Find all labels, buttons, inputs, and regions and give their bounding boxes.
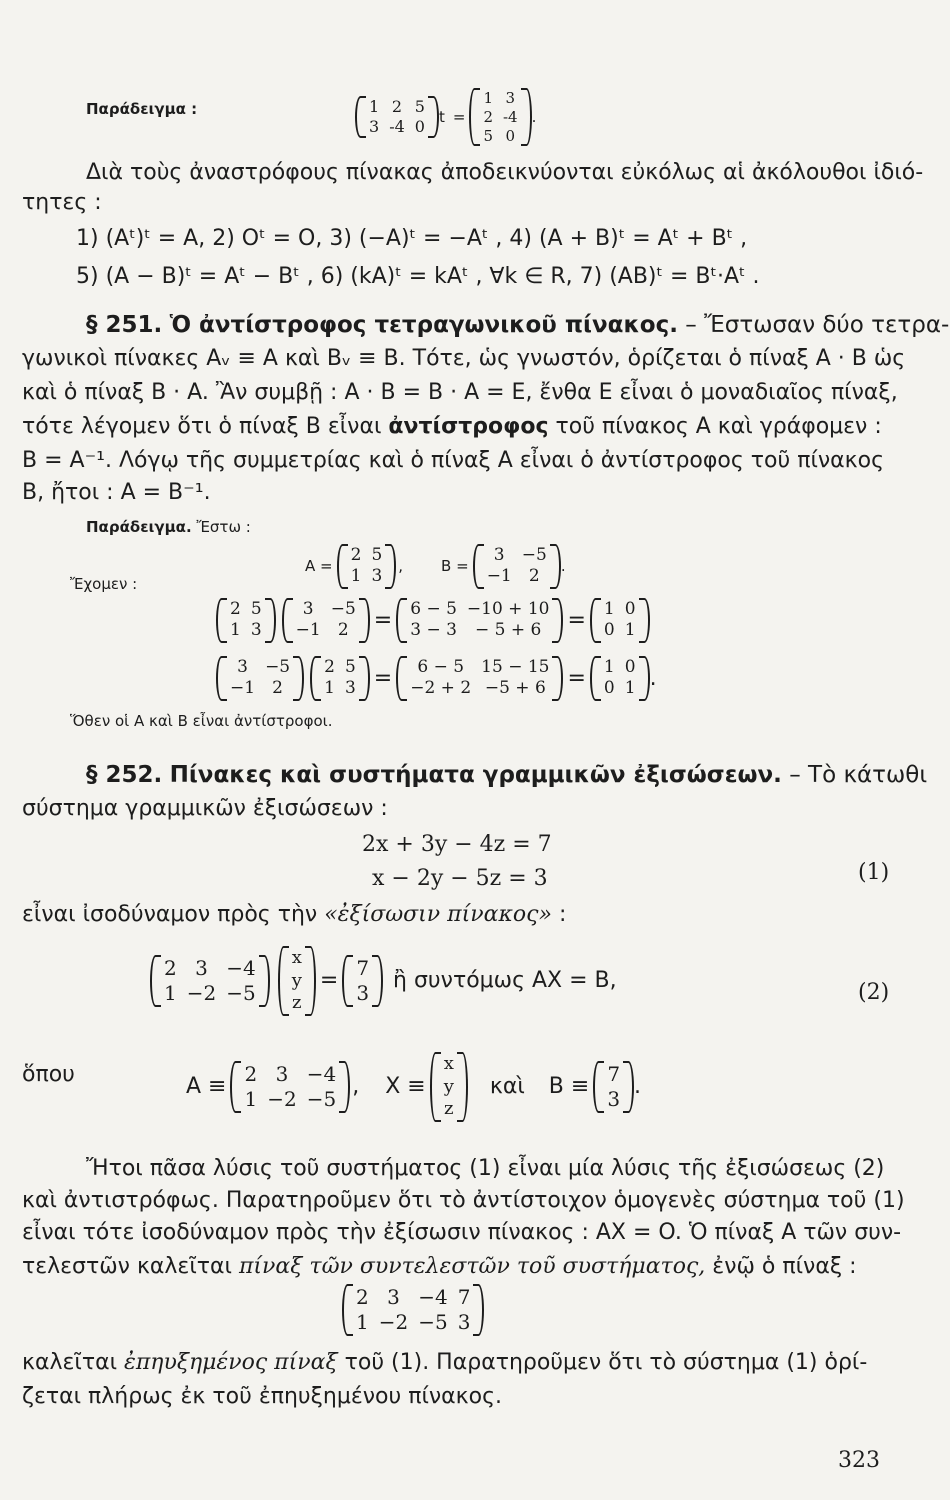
coefficient-matrix: [150, 955, 270, 1007]
matrix-cell: z: [292, 992, 302, 1013]
matrix-cell: 2: [164, 955, 177, 980]
matrix-cell: −2: [186, 980, 217, 1005]
identity-matrix: [590, 656, 650, 701]
left-bracket: [282, 598, 293, 643]
matrix-cell: 7: [356, 955, 370, 980]
matrix-cell: 3: [505, 89, 516, 107]
section-251-line-4: B = A⁻¹. Λόγῳ τῆς συμμετρίας καὶ ὁ πίναξ A εἶναι ὁ ἀντίστροφος τοῦ πίνακος: [22, 448, 885, 473]
right-bracket: [293, 656, 304, 701]
identity-matrix: [590, 598, 650, 643]
equals-sign: =: [567, 607, 586, 633]
matrix-cells: [353, 955, 372, 1007]
matrix-cell: 2: [528, 566, 540, 587]
transpose-example: [355, 88, 536, 146]
section-252-line-2: σύστημα γραμμικῶν ἐξισώσεων :: [22, 796, 388, 821]
coefficient-matrix: [230, 1061, 350, 1113]
equation-1: 2x + 3y − 4z = 7: [362, 832, 552, 857]
section-252-heading: [86, 762, 927, 788]
properties-line-2: 5) (A − B)ᵗ = Aᵗ − Bᵗ , 6) (kA)ᵗ = kAᵗ , ∀k ∈ R, 7) (AB)ᵗ = Bᵗ·Aᵗ .: [76, 264, 760, 289]
matrix-3x2: [469, 88, 531, 146]
matrix-cell: 3: [302, 599, 314, 619]
right-bracket: [552, 598, 563, 643]
matrix-cell: x: [443, 1053, 454, 1074]
left-bracket: [150, 955, 161, 1007]
matrix-cell: −10 + 10: [466, 599, 550, 619]
matrix-cell: 2: [244, 1061, 258, 1086]
comma: ,: [398, 557, 404, 576]
matrix-cell: −5: [306, 1086, 337, 1111]
term-augmented-matrix: ἐπηυξημένος πίναξ: [124, 1350, 338, 1375]
a-def-label: A ≡: [186, 1074, 227, 1100]
matrix-cell: −1: [230, 678, 256, 699]
matrix-cell: 1: [164, 980, 177, 1005]
left-bracket: [355, 96, 366, 138]
example-title: Παράδειγμα.: [86, 518, 192, 536]
b-def-label: B ≡: [548, 1074, 590, 1100]
text: καλεῖται: [22, 1350, 118, 1375]
para-line-6: ζεται πλήρως ἐκ τοῦ ἐπηυξημένου πίνακος.: [22, 1384, 503, 1409]
matrix-cell: 1: [350, 566, 362, 587]
matrix-cell: 3: [356, 980, 370, 1005]
matrix-cell: −5: [226, 980, 256, 1005]
matrix-cell: 5: [250, 599, 262, 619]
text: τοῦ πίνακος A καὶ γράφομεν :: [555, 414, 882, 439]
augmented-matrix-display: [342, 1284, 484, 1336]
right-bracket: [550, 544, 561, 589]
matrix-cell: 1: [483, 89, 493, 107]
left-bracket: [593, 1061, 604, 1113]
right-bracket: [473, 1284, 484, 1336]
matrix-cell: −5 + 6: [484, 678, 546, 699]
matrix-cell: 0: [603, 678, 615, 699]
matrix-cells: [348, 544, 386, 589]
matrix-cells: [601, 598, 639, 643]
matrix-cell: 0: [624, 657, 636, 677]
right-bracket: [265, 598, 276, 643]
left-bracket: [469, 88, 480, 146]
para-line-1: Ἤτοι πᾶσα λύσις τοῦ συστήματος (1) εἶναι μία λύσις τῆς ἐξισώσεως (2): [86, 1156, 885, 1181]
properties-line-1: 1) (Aᵗ)ᵗ = A, 2) Oᵗ = O, 3) (−A)ᵗ = −Aᵗ , 4) (A + B)ᵗ = Aᵗ + Bᵗ ,: [76, 226, 748, 251]
matrix-b: [216, 656, 304, 701]
augmented-matrix: [342, 1284, 484, 1336]
section-251-line-5: B, ἤτοι : A = B⁻¹.: [22, 480, 211, 505]
matrix-cell: 3 − 3: [410, 620, 457, 641]
left-bracket: [216, 598, 227, 643]
section-251-line-2: καὶ ὁ πίναξ B · A. Ἂν συμβῇ : A · B = B · A = E, ἔνθα E εἶναι ὁ μοναδιαῖος πίναξ,: [22, 380, 898, 405]
matrix-equation: [150, 946, 617, 1016]
matrix-cell: 2: [230, 599, 241, 619]
right-bracket: [339, 1061, 350, 1113]
matrix-cell: −2: [378, 1310, 409, 1334]
period: .: [531, 108, 537, 127]
matrix-cells: [441, 1052, 457, 1122]
matrix-cells: [480, 88, 520, 146]
matrix-cell: −5: [330, 599, 356, 619]
matrix-cell: 2: [350, 545, 362, 565]
page-number: 323: [838, 1448, 880, 1473]
matrix-cell: 2: [391, 97, 403, 117]
matrix-cell: 7: [607, 1061, 621, 1086]
constant-vector: [593, 1061, 634, 1113]
left-bracket: [590, 656, 601, 701]
left-bracket: [278, 946, 289, 1016]
left-bracket: [342, 1284, 353, 1336]
matrix-cell: 3: [457, 1310, 471, 1334]
period: .: [649, 665, 657, 691]
matrix-cell: -4: [389, 117, 405, 137]
matrix-cell: 5: [344, 657, 356, 677]
matrix-cell: 1: [603, 599, 615, 619]
define-a-b: [305, 544, 566, 589]
matrix-cells: [407, 598, 552, 643]
matrix-a: [337, 544, 397, 589]
section-lead: – Τὸ κάτωθι: [789, 762, 928, 788]
right-bracket: [639, 598, 650, 643]
left-bracket: [342, 955, 353, 1007]
section-251-line-1: γωνικοὶ πίνακες Aᵥ ≡ A καὶ Bᵥ ≡ B. Τότε, ὡς γνωστόν, ὁρίζεται ὁ πίναξ A · B ὡς: [22, 346, 906, 371]
and-word: καὶ: [489, 1074, 525, 1100]
product-ab: [216, 598, 650, 643]
period: .: [634, 1074, 642, 1100]
matrix-cell: −5: [265, 657, 291, 677]
left-bracket: [396, 598, 407, 643]
matrix-cell: 2: [483, 107, 493, 126]
b-label: B =: [441, 557, 469, 576]
matrix-cells: [353, 1284, 473, 1336]
matrix-a: [310, 656, 370, 701]
matrix-cell: 1: [356, 1310, 369, 1334]
right-bracket: [428, 96, 439, 138]
matrix-cell: 6 − 5: [410, 599, 457, 619]
matrix-cell: 0: [505, 126, 516, 145]
matrix-cell: 2: [356, 1285, 369, 1309]
matrix-cell: 3: [195, 955, 208, 980]
matrix-cells: [227, 656, 293, 701]
where-label: ὅπου: [22, 1062, 75, 1087]
matrix-cell: z: [444, 1098, 454, 1119]
matrix-cells: [161, 955, 259, 1007]
matrix-cell: 0: [414, 117, 425, 137]
a-label: A =: [305, 557, 333, 576]
term-matrix-equation: «ἐξίσωσιν πίνακος»: [324, 902, 552, 927]
matrix-cell: 3: [250, 620, 262, 641]
matrix-cell: 3: [371, 566, 383, 587]
section-title: Πίνακες καὶ συστήματα γραμμικῶν ἐξισώσεων.: [169, 762, 782, 788]
equivalent-line: [22, 902, 566, 927]
matrix-cell: 3: [607, 1086, 621, 1111]
matrix-cell: 5: [483, 126, 493, 145]
text: τοῦ (1). Παρατηροῦμεν ὅτι τὸ σύστημα (1) ὁρί-: [344, 1350, 868, 1375]
right-bracket: [305, 946, 316, 1016]
matrix-cells: [604, 1061, 623, 1113]
properties-intro-cont: τητες :: [22, 190, 102, 215]
definitions: [186, 1052, 641, 1122]
period: .: [560, 557, 566, 576]
text: ἐνῷ ὁ πίναξ :: [712, 1254, 857, 1279]
text: τότε λέγομεν ὅτι ὁ πίναξ B εἶναι: [22, 414, 382, 439]
matrix-cells: [407, 656, 552, 701]
tag-2: (2): [858, 980, 890, 1005]
properties-intro: Διὰ τοὺς ἀναστρόφους πίνακας ἀποδεικνύονται εὐκόλως αἱ ἀκόλουθοι ἰδιό-: [86, 160, 924, 185]
colon: :: [558, 902, 567, 927]
right-bracket: [457, 1052, 468, 1122]
right-bracket: [385, 544, 396, 589]
matrix-cells: [289, 946, 305, 1016]
term-coefficient-matrix: πίναξ τῶν συντελεστῶν τοῦ συστήματος,: [238, 1254, 706, 1279]
matrix-cell: 5: [414, 97, 425, 117]
matrix-cell: 1: [624, 678, 636, 699]
text: τελεστῶν καλεῖται: [22, 1254, 232, 1279]
matrix-cell: 1: [624, 620, 636, 641]
left-bracket: [590, 598, 601, 643]
matrix-cell: 5: [371, 545, 383, 565]
matrix-cell: −2: [267, 1086, 297, 1111]
equals-sign: =: [373, 665, 393, 691]
matrix-cell: 1: [369, 97, 380, 117]
para-line-3: εἶναι τότε ἰσοδύναμον πρὸς τὴν ἐξίσωσιν πίνακος : AX = O. Ὁ πίναξ A τῶν συν-: [22, 1220, 902, 1245]
equals-sign: =: [567, 665, 586, 691]
right-bracket: [372, 955, 383, 1007]
matrix-computation: [396, 598, 563, 643]
equals-sign: =: [452, 108, 466, 127]
matrix-cell: 1: [324, 678, 335, 699]
section-251-heading: [86, 312, 949, 338]
matrix-cell: 1: [603, 657, 615, 677]
we-have-label: Ἔχομεν :: [70, 575, 138, 593]
text: εἶναι ἰσοδύναμον πρὸς τὴν: [22, 902, 318, 927]
matrix-b: [473, 544, 561, 589]
product-ba: [216, 656, 657, 701]
example2-label: [86, 518, 251, 536]
section-number: § 252.: [86, 762, 163, 788]
example-label: Παράδειγμα :: [86, 100, 198, 118]
right-bracket: [623, 1061, 634, 1113]
matrix-cell: −1: [295, 620, 321, 641]
tag-1: (1): [858, 860, 890, 885]
matrix-cell: -4: [502, 107, 518, 126]
x-def-label: X ≡: [385, 1074, 426, 1100]
matrix-cell: −5: [418, 1310, 448, 1334]
matrix-cell: − 5 + 6: [475, 620, 542, 641]
right-bracket: [521, 88, 532, 146]
matrix-cell: 3: [237, 657, 248, 677]
para-line-4: [22, 1254, 857, 1279]
matrix-cell: −1: [486, 566, 512, 587]
left-bracket: [430, 1052, 441, 1122]
let-text: Ἔστω :: [196, 518, 251, 536]
left-bracket: [337, 544, 348, 589]
matrix-cell: 2: [337, 620, 349, 641]
right-bracket: [359, 598, 370, 643]
matrix-cells: [484, 544, 550, 589]
matrix-cell: 1: [230, 620, 241, 641]
transpose-superscript: t: [438, 108, 445, 127]
matrix-cell: 7: [457, 1285, 471, 1309]
matrix-cells: [227, 598, 265, 643]
matrix-cell: −2 + 2: [410, 678, 472, 699]
matrix-computation: [396, 656, 563, 701]
para-line-2: καὶ ἀντιστρόφως. Παρατηροῦμεν ὅτι τὸ ἀντίστοιχον ὁμογενὲς σύστημα τοῦ (1): [22, 1188, 905, 1213]
matrix-b: [282, 598, 370, 643]
section-number: § 251.: [86, 312, 163, 338]
section-251-line-3: [22, 414, 882, 439]
matrix-cell: 2: [324, 657, 335, 677]
matrix-cell: 1: [244, 1086, 258, 1111]
matrix-cell: 0: [624, 599, 636, 619]
variable-vector: [430, 1052, 468, 1122]
matrix-cell: x: [291, 947, 302, 968]
matrix-cells: [366, 96, 428, 138]
section-title: Ὁ ἀντίστροφος τετραγωνικοῦ πίνακος.: [169, 312, 678, 338]
left-bracket: [310, 656, 321, 701]
matrix-cells: [241, 1061, 339, 1113]
matrix-cell: 3: [493, 545, 505, 565]
right-bracket: [359, 656, 370, 701]
comma: ,: [352, 1074, 360, 1100]
right-bracket: [639, 656, 650, 701]
left-bracket: [230, 1061, 241, 1113]
left-bracket: [396, 656, 407, 701]
left-bracket: [473, 544, 484, 589]
matrix-cell: y: [443, 1075, 454, 1097]
variable-vector: [278, 946, 316, 1016]
matrix-cell: 2: [272, 678, 283, 699]
equals-sign: =: [319, 968, 339, 994]
matrix-cell: −4: [418, 1285, 448, 1309]
matrix-cell: 0: [603, 620, 615, 641]
matrix-cell: −5: [521, 545, 547, 565]
matrix-cells: [601, 656, 639, 701]
right-bracket: [552, 656, 563, 701]
matrix-cell: 3: [344, 678, 356, 699]
term-inverse: ἀντίστροφος: [388, 414, 549, 439]
matrix-cell: 3: [387, 1285, 400, 1309]
short-form: ἢ συντόμως AX = B,: [393, 968, 617, 994]
matrix-cells: [321, 656, 359, 701]
left-bracket: [216, 656, 227, 701]
conclusion: Ὅθεν οἱ A καὶ B εἶναι ἀντίστροφοι.: [70, 712, 333, 730]
equals-sign: =: [373, 607, 393, 633]
matrix-2x3: [355, 96, 439, 138]
matrix-cell: 15 − 15: [481, 657, 550, 677]
constant-vector: [342, 955, 383, 1007]
matrix-cells: [293, 598, 359, 643]
matrix-cell: y: [291, 969, 302, 991]
matrix-cell: 3: [275, 1061, 289, 1086]
matrix-cell: 6 − 5: [417, 657, 465, 677]
matrix-a: [216, 598, 276, 643]
matrix-cell: −4: [306, 1061, 337, 1086]
equation-2: x − 2y − 5z = 3: [372, 866, 548, 891]
right-bracket: [259, 955, 270, 1007]
matrix-cell: 3: [369, 117, 380, 137]
section-lead: – Ἔστωσαν δύο τετρα-: [685, 312, 950, 338]
matrix-cell: −4: [226, 955, 256, 980]
para-line-5: [22, 1350, 867, 1375]
